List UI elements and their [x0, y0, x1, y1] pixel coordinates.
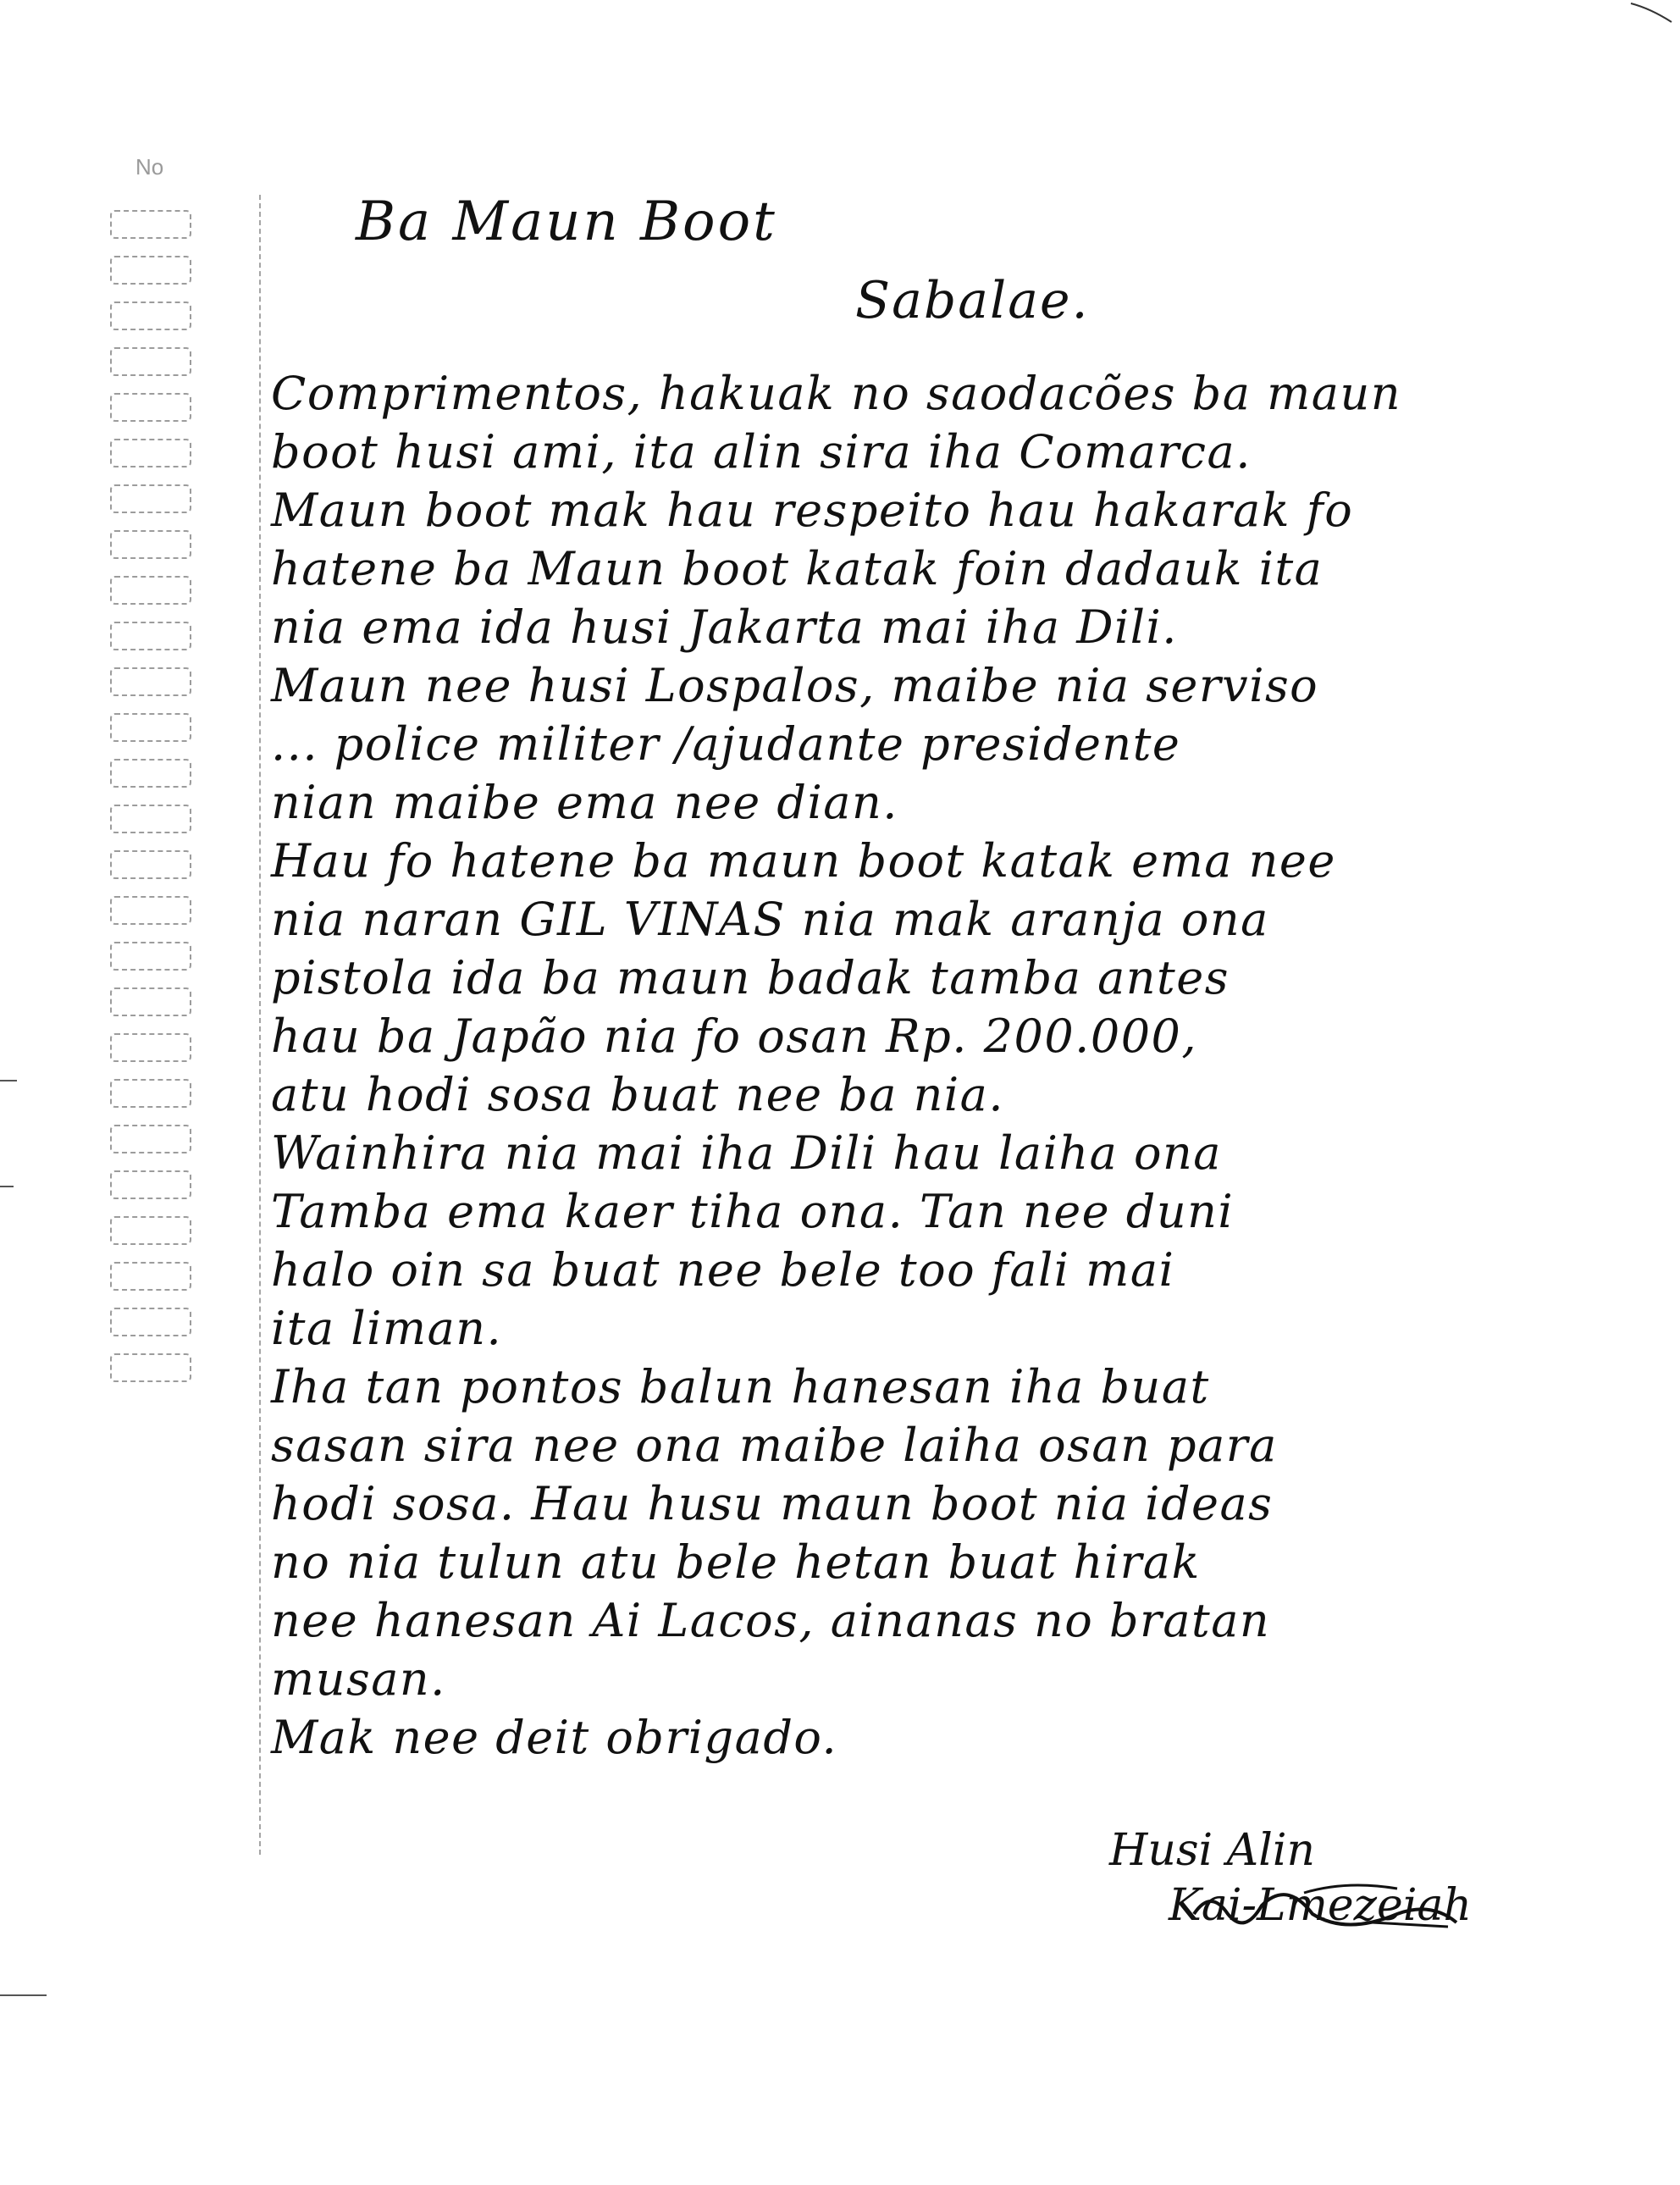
margin-checkbox — [110, 805, 191, 833]
body-line: nian maibe ema nee dian. — [271, 776, 898, 829]
edge-tick — [0, 1994, 47, 1996]
body-line: Hau fo hatene ba maun boot katak ema nee — [271, 834, 1336, 888]
margin-checkbox — [110, 256, 191, 285]
body-line: nee hanesan Ai Lacos, ainanas no bratan — [271, 1594, 1271, 1647]
margin-checkbox — [110, 987, 191, 1016]
signature-name: Kai-Lmezeiah — [1169, 1880, 1472, 1931]
body-line: hodi sosa. Hau husu maun boot nia ideas — [271, 1477, 1274, 1530]
body-line: Maun nee husi Lospalos, maibe nia serviso — [271, 659, 1319, 712]
body-line: ita liman. — [271, 1302, 503, 1355]
letter-body — [271, 364, 1592, 1767]
edge-tick — [0, 1080, 17, 1081]
number-label: No — [135, 154, 164, 180]
body-line: Wainhira nia mai iha Dili hau laiha ona — [271, 1126, 1222, 1180]
margin-checkbox-column — [110, 210, 199, 1399]
body-line: musan. — [271, 1652, 446, 1706]
margin-checkbox — [110, 896, 191, 925]
body-line: hatene ba Maun boot katak foin dadauk ita — [271, 542, 1324, 595]
margin-checkbox — [110, 1033, 191, 1062]
body-line: Tamba ema kaer tiha ona. Tan nee duni — [271, 1185, 1235, 1238]
margin-checkbox — [110, 301, 191, 330]
margin-checkbox — [110, 713, 191, 742]
margin-checkbox — [110, 1308, 191, 1336]
margin-checkbox — [110, 576, 191, 605]
margin-checkbox — [110, 484, 191, 513]
body-line: no nia tulun atu bele hetan buat hirak — [271, 1535, 1201, 1589]
margin-checkbox — [110, 1353, 191, 1382]
body-line: pistola ida ba maun badak tamba antes — [271, 951, 1230, 1004]
body-line: Iha tan pontos balun hanesan iha buat — [271, 1360, 1210, 1413]
body-line: nia ema ida husi Jakarta mai iha Dili. — [271, 600, 1178, 654]
margin-rule — [259, 195, 261, 1855]
margin-checkbox — [110, 1216, 191, 1245]
margin-checkbox — [110, 1262, 191, 1291]
margin-checkbox — [110, 210, 191, 239]
margin-checkbox — [110, 942, 191, 971]
body-line: Comprimentos, hakuak no saodacões ba maun — [271, 367, 1402, 420]
margin-checkbox — [110, 1170, 191, 1199]
margin-checkbox — [110, 393, 191, 422]
margin-checkbox — [110, 667, 191, 696]
margin-checkbox — [110, 439, 191, 467]
body-line: hau ba Japão nia fo osan Rp. 200.000, — [271, 1010, 1198, 1063]
corner-pen-mark — [1629, 0, 1680, 25]
edge-tick — [0, 1186, 14, 1187]
letter-recipient-name: Sabalae. — [855, 271, 1090, 330]
margin-checkbox — [110, 850, 191, 879]
margin-checkbox — [110, 759, 191, 788]
letter-greeting: Ba Maun Boot — [356, 191, 777, 253]
margin-checkbox — [110, 347, 191, 376]
body-line: halo oin sa buat nee bele too fali mai — [271, 1243, 1175, 1297]
body-line: sasan sira nee ona maibe laiha osan para — [271, 1419, 1278, 1472]
body-line: Maun boot mak hau respeito hau hakarak fo — [271, 484, 1354, 537]
body-line: nia naran GIL VINAS nia mak aranja ona — [271, 893, 1269, 946]
body-line: Mak nee deit obrigado. — [271, 1711, 838, 1764]
margin-checkbox — [110, 622, 191, 650]
body-line: ... police militer /ajudante presidente — [271, 717, 1181, 771]
margin-checkbox — [110, 1125, 191, 1153]
margin-checkbox — [110, 1079, 191, 1108]
margin-checkbox — [110, 530, 191, 559]
body-line: atu hodi sosa buat nee ba nia. — [271, 1068, 1005, 1121]
body-line: boot husi ami, ita alin sira iha Comarca. — [271, 425, 1252, 478]
closing-text: Husi Alin — [1109, 1825, 1315, 1876]
